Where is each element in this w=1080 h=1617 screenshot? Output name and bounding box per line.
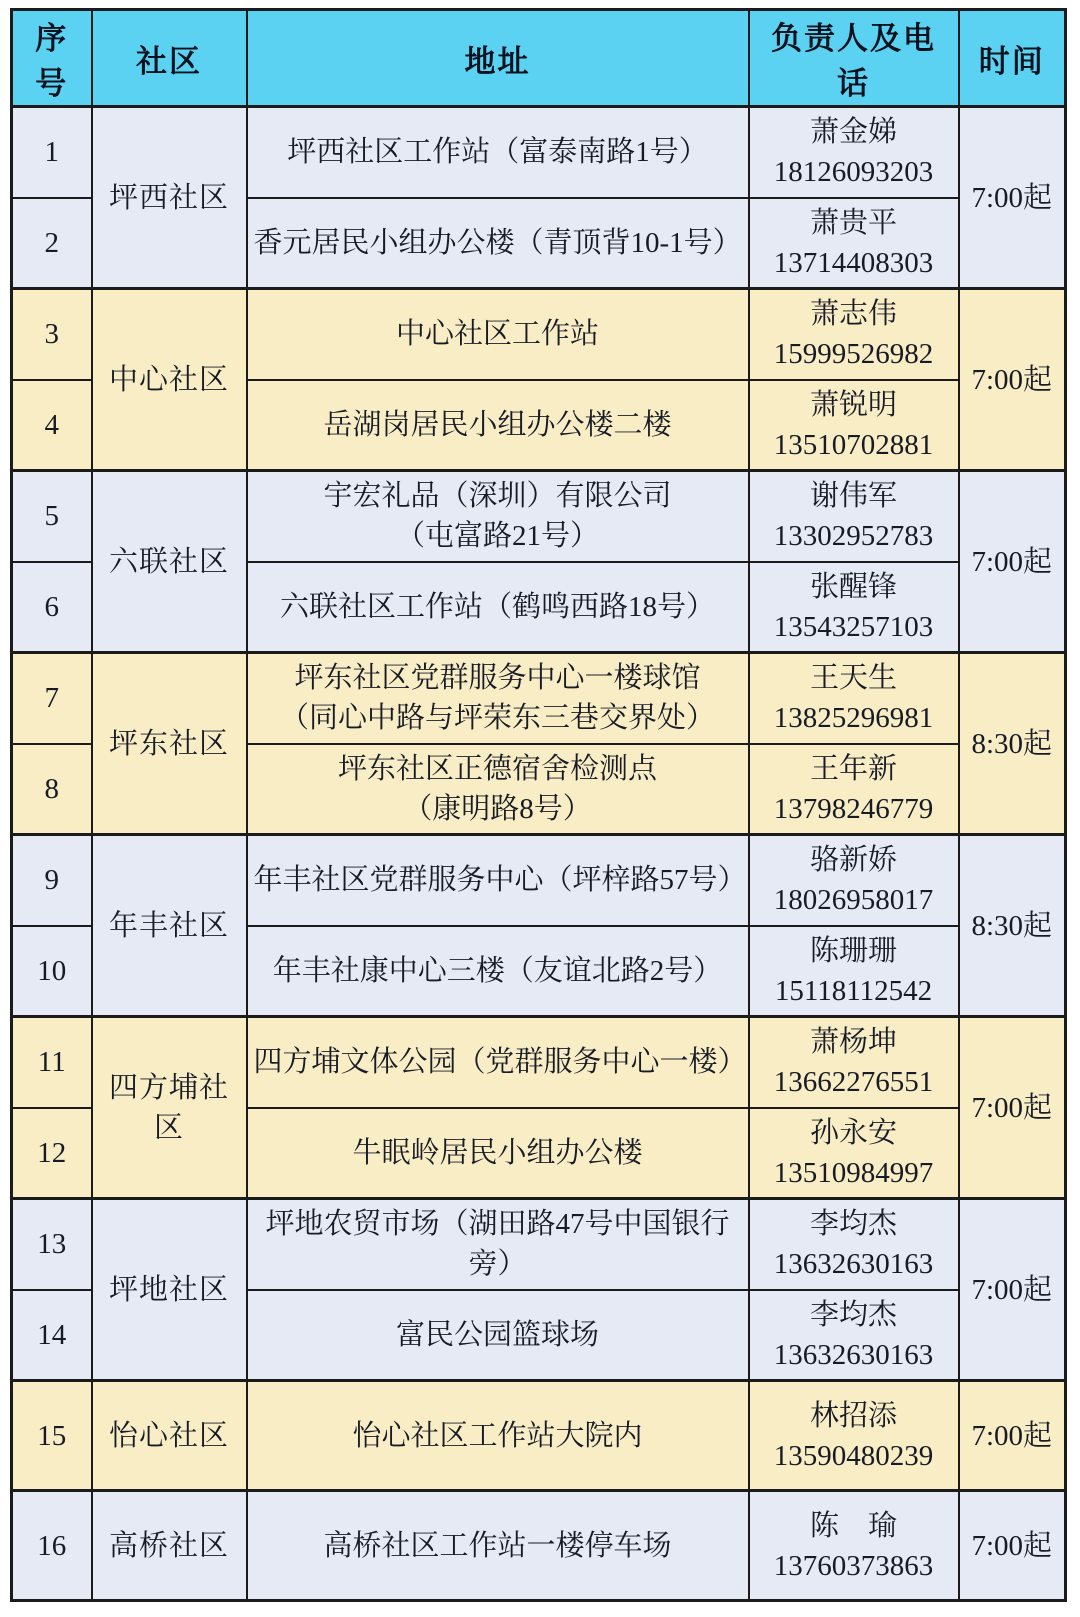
table-row bbox=[12, 1491, 1066, 1601]
table-row bbox=[12, 471, 1066, 562]
time-cell: 7:00起 bbox=[959, 471, 1066, 653]
contact-name: 谢伟军 bbox=[809, 480, 897, 513]
address-line: 香元居民小组办公楼（青顶背10-1号） bbox=[253, 226, 742, 259]
row-number-cell: 14 bbox=[12, 1290, 92, 1381]
contact-name: 萧志伟 bbox=[809, 298, 897, 331]
community-cell: 年丰社区 bbox=[92, 835, 247, 1017]
row-number-cell: 15 bbox=[12, 1381, 92, 1491]
contact-cell bbox=[749, 835, 959, 926]
community-cell: 六联社区 bbox=[92, 471, 247, 653]
contact-phone: 13632630163 bbox=[773, 1338, 934, 1371]
contact-cell bbox=[749, 471, 959, 562]
contact-cell bbox=[749, 1108, 959, 1199]
table-row bbox=[12, 835, 1066, 926]
time-cell: 7:00起 bbox=[959, 1381, 1066, 1491]
row-number-cell: 10 bbox=[12, 926, 92, 1017]
time-cell: 7:00起 bbox=[959, 1017, 1066, 1199]
address-line: 六联社区工作站（鹤鸣西路18号） bbox=[279, 590, 715, 623]
contact-phone: 13825296981 bbox=[773, 702, 934, 735]
row-number-cell: 5 bbox=[12, 471, 92, 562]
address-cell bbox=[247, 653, 749, 744]
address-cell bbox=[247, 835, 749, 926]
contact-phone: 13760373863 bbox=[773, 1549, 934, 1582]
time-cell: 8:30起 bbox=[959, 835, 1066, 1017]
contact-cell bbox=[749, 198, 959, 289]
time-cell: 7:00起 bbox=[959, 1491, 1066, 1601]
contact-phone: 15118112542 bbox=[774, 974, 933, 1007]
address-line: 富民公园篮球场 bbox=[395, 1318, 599, 1351]
address-line: （康明路8号） bbox=[403, 792, 592, 825]
time-cell: 7:00起 bbox=[959, 289, 1066, 471]
community-cell: 高桥社区 bbox=[92, 1491, 247, 1601]
contact-phone: 13543257103 bbox=[773, 610, 934, 643]
row-number-cell: 6 bbox=[12, 562, 92, 653]
contact-cell bbox=[749, 653, 959, 744]
contact-name: 陈珊珊 bbox=[809, 934, 897, 967]
contact-cell bbox=[749, 107, 959, 198]
address-cell bbox=[247, 1108, 749, 1199]
row-number-cell: 8 bbox=[12, 744, 92, 835]
contact-cell bbox=[749, 1381, 959, 1491]
contact-name: 萧杨坤 bbox=[809, 1026, 897, 1059]
contact-phone: 15999526982 bbox=[773, 338, 934, 371]
community-cell: 坪西社区 bbox=[92, 107, 247, 289]
table-row bbox=[12, 1381, 1066, 1491]
address-line: （同心中路与坪荣东三巷交界处） bbox=[279, 702, 715, 735]
row-number-cell: 16 bbox=[12, 1491, 92, 1601]
address-line: （屯富路21号） bbox=[395, 520, 599, 553]
time-cell: 7:00起 bbox=[959, 107, 1066, 289]
address-line: 四方埔文体公园（党群服务中心一楼） bbox=[253, 1046, 747, 1079]
address-line: 坪东社区正德宿舍检测点 bbox=[337, 752, 657, 785]
contact-phone: 13632630163 bbox=[773, 1248, 934, 1281]
community-cell: 怡心社区 bbox=[92, 1381, 247, 1491]
row-number-cell: 13 bbox=[12, 1199, 92, 1290]
contact-name: 王天生 bbox=[809, 662, 897, 695]
address-cell bbox=[247, 289, 749, 380]
contact-name: 林招添 bbox=[809, 1399, 897, 1432]
contact-name: 张醒锋 bbox=[809, 570, 897, 603]
contact-cell bbox=[749, 562, 959, 653]
table-row bbox=[12, 289, 1066, 380]
address-line: 岳湖岗居民小组办公楼二楼 bbox=[323, 408, 672, 441]
contact-name: 孙永安 bbox=[809, 1116, 897, 1149]
table-row bbox=[12, 107, 1066, 198]
time-cell: 8:30起 bbox=[959, 653, 1066, 835]
contact-name: 王年新 bbox=[809, 752, 897, 785]
table-row bbox=[12, 1199, 1066, 1290]
address-cell bbox=[247, 1290, 749, 1381]
contact-cell bbox=[749, 926, 959, 1017]
table-row bbox=[12, 653, 1066, 744]
header-community: 社区 bbox=[92, 10, 247, 107]
address-line: 坪西社区工作站（富泰南路1号） bbox=[287, 136, 708, 169]
row-number-cell: 4 bbox=[12, 380, 92, 471]
contact-phone: 18126093203 bbox=[773, 156, 934, 189]
contact-name: 陈 瑜 bbox=[809, 1509, 897, 1542]
time-cell: 7:00起 bbox=[959, 1199, 1066, 1381]
address-cell bbox=[247, 198, 749, 289]
address-line: 年丰社区党群服务中心（坪梓路57号） bbox=[253, 864, 747, 897]
header-contact: 负责人及电话 bbox=[749, 10, 959, 107]
address-cell bbox=[247, 744, 749, 835]
address-line: 坪地农贸市场（湖田路47号中国银行旁） bbox=[265, 1208, 730, 1281]
contact-cell bbox=[749, 289, 959, 380]
address-cell bbox=[247, 380, 749, 471]
address-line: 怡心社区工作站大院内 bbox=[352, 1419, 643, 1452]
address-line: 中心社区工作站 bbox=[395, 318, 599, 351]
contact-name: 萧金娣 bbox=[809, 116, 897, 149]
row-number-cell: 9 bbox=[12, 835, 92, 926]
contact-phone: 13714408303 bbox=[773, 246, 934, 279]
header-address: 地址 bbox=[247, 10, 749, 107]
contact-cell bbox=[749, 1491, 959, 1601]
contact-name: 萧锐明 bbox=[809, 388, 897, 421]
contact-cell bbox=[749, 1199, 959, 1290]
table-row bbox=[12, 1017, 1066, 1108]
community-cell: 中心社区 bbox=[92, 289, 247, 471]
address-line: 年丰社康中心三楼（友谊北路2号） bbox=[272, 954, 723, 987]
address-cell bbox=[247, 1491, 749, 1601]
address-cell bbox=[247, 107, 749, 198]
community-cell: 四方埔社区 bbox=[92, 1017, 247, 1199]
address-line: 坪东社区党群服务中心一楼球馆 bbox=[294, 662, 701, 695]
contact-cell bbox=[749, 1290, 959, 1381]
community-cell: 坪地社区 bbox=[92, 1199, 247, 1381]
row-number-cell: 12 bbox=[12, 1108, 92, 1199]
row-number-cell: 7 bbox=[12, 653, 92, 744]
table-body bbox=[12, 107, 1066, 1601]
header-time: 时间 bbox=[959, 10, 1066, 107]
contact-phone: 18026958017 bbox=[773, 884, 934, 917]
address-cell bbox=[247, 926, 749, 1017]
address-cell bbox=[247, 1017, 749, 1108]
contact-phone: 13662276551 bbox=[773, 1066, 934, 1099]
testing-sites-table bbox=[10, 8, 1067, 1602]
address-cell bbox=[247, 562, 749, 653]
contact-name: 李均杰 bbox=[809, 1208, 897, 1241]
address-cell bbox=[247, 471, 749, 562]
table-header-row bbox=[12, 10, 1066, 107]
contact-phone: 13590480239 bbox=[773, 1439, 934, 1472]
row-number-cell: 3 bbox=[12, 289, 92, 380]
contact-name: 萧贵平 bbox=[809, 206, 897, 239]
contact-phone: 13510702881 bbox=[773, 428, 934, 461]
row-number-cell: 1 bbox=[12, 107, 92, 198]
header-row-number: 序号 bbox=[12, 10, 92, 107]
address-line: 高桥社区工作站一楼停车场 bbox=[323, 1529, 672, 1562]
contact-phone: 13798246779 bbox=[773, 792, 934, 825]
address-cell bbox=[247, 1381, 749, 1491]
contact-name: 李均杰 bbox=[809, 1298, 897, 1331]
row-number-cell: 2 bbox=[12, 198, 92, 289]
contact-phone: 13302952783 bbox=[773, 520, 934, 553]
contact-cell bbox=[749, 744, 959, 835]
community-cell: 坪东社区 bbox=[92, 653, 247, 835]
address-cell bbox=[247, 1199, 749, 1290]
contact-cell bbox=[749, 380, 959, 471]
row-number-cell: 11 bbox=[12, 1017, 92, 1108]
address-line: 牛眠岭居民小组办公楼 bbox=[352, 1136, 643, 1169]
contact-name: 骆新娇 bbox=[809, 844, 897, 877]
contact-phone: 13510984997 bbox=[773, 1156, 934, 1189]
contact-cell bbox=[749, 1017, 959, 1108]
address-line: 宇宏礼品（深圳）有限公司 bbox=[323, 480, 672, 513]
